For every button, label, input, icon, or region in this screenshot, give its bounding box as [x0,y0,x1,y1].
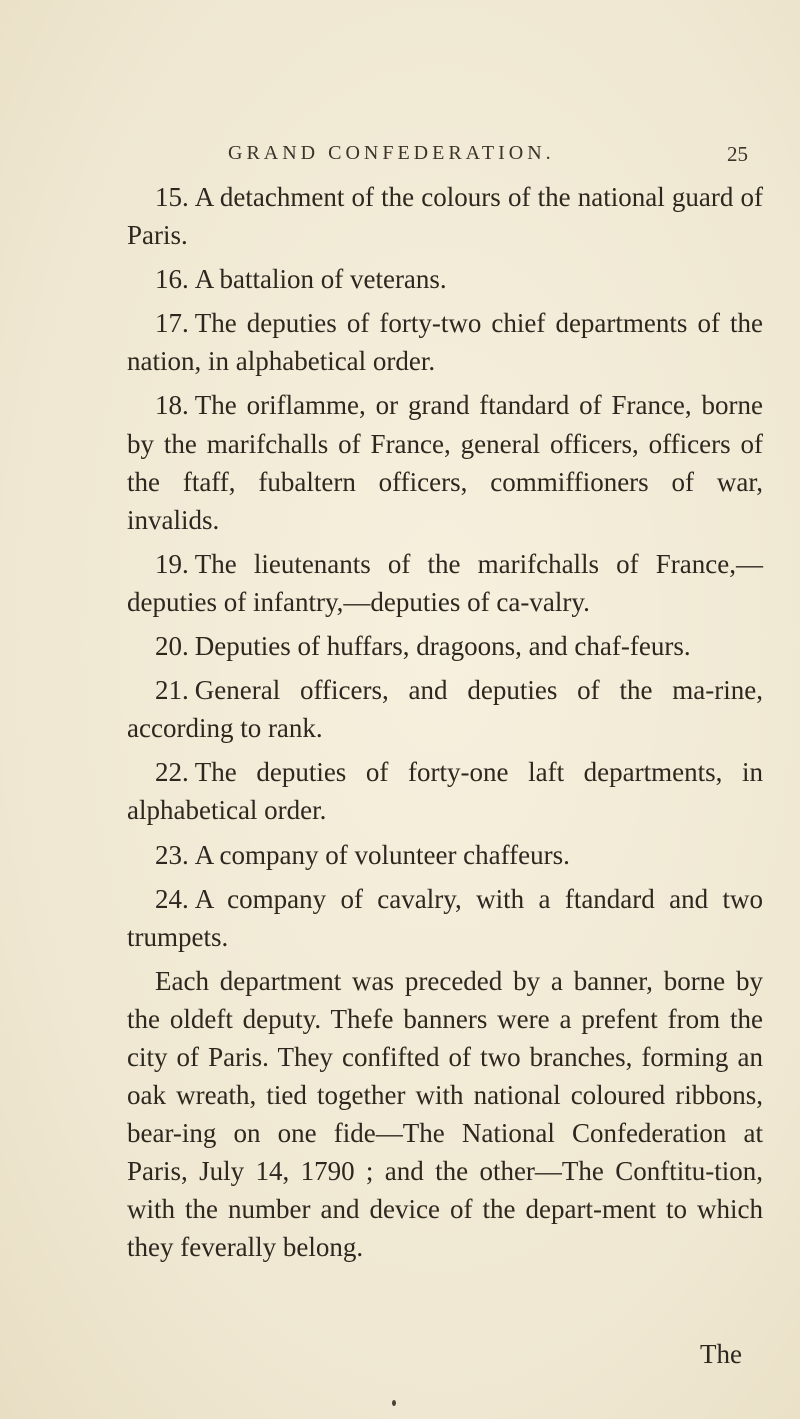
item-text: The deputies of forty-two chief departments of the nation, in alphabetical order. [127,308,763,377]
item-text: A detachment of the colours of the national guard of Paris. [127,182,763,251]
item-number: 24. [155,883,189,914]
page-number: 25 [727,142,748,166]
list-item [127,880,763,956]
list-item [127,671,763,747]
item-number: 16. [155,264,189,295]
item-text: Deputies of huffars, dragoons, and chaf-feurs. [194,631,691,662]
running-header [228,142,748,165]
item-text: General officers, and deputies of the ma-rine, according to rank. [127,675,763,744]
item-number: 19. [155,548,189,579]
item-number: 17. [155,308,189,339]
list-item [127,753,763,829]
list-item [127,304,763,380]
list-item [127,836,763,874]
list-item [127,260,763,298]
list-item [127,178,763,254]
item-number: 21. [155,675,189,706]
item-text: The deputies of forty-one laft departments, in alphabetical order. [127,757,763,826]
item-number: 18. [155,390,189,421]
closing-paragraph: Each department was preceded by a banner, borne by the oldeft deputy. Thefe banners were a prefent from the city of Paris. They confifted of two branches, forming an oak wreath, tied together with national coloured ribbons, bear-ing on one fide—The National Confederation at Paris, July 14, 1790 ; and the other—The Conftitu-tion, with the number and device of the depart-ment to which they feverally belong. [127,965,763,1263]
item-text: The oriflamme, or grand ftandard of France, borne by the marifchalls of France, general officers, officers of the ftaff, fubaltern officers, commiffioners of war, invalids. [127,390,763,535]
catchword: The [700,1339,742,1369]
item-number: 23. [155,839,189,870]
list-item [127,545,763,621]
item-number: 15. [155,182,189,212]
running-title: GRAND CONFEDERATION. [228,142,555,164]
list-item [127,627,763,665]
list-item [127,386,763,538]
item-text: The lieutenants of the marifchalls of France,—deputies of infantry,—deputies of ca-valry. [127,548,763,617]
item-text: A company of cavalry, with a ftandard and two trumpets. [127,883,763,952]
item-number: 20. [155,631,189,662]
item-text: A battalion of veterans. [194,264,447,295]
item-text: A company of volunteer chaffeurs. [194,839,570,870]
body-text [127,178,763,1267]
ink-speck [392,1400,396,1406]
item-number: 22. [155,757,189,788]
